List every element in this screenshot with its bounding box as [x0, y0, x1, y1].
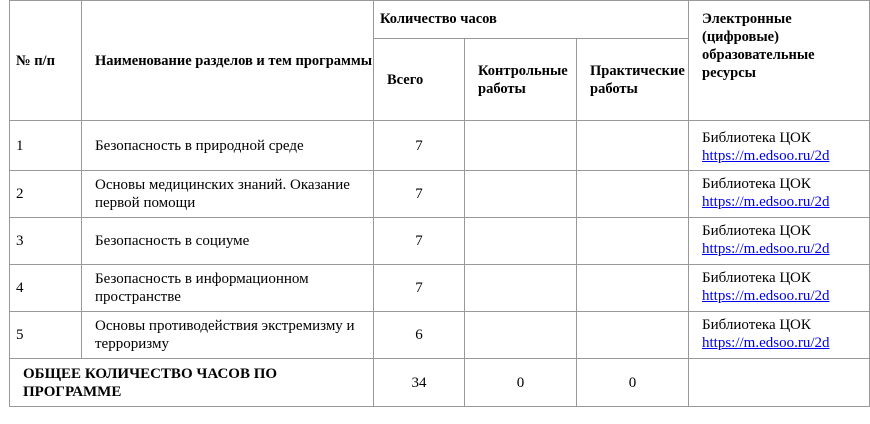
summary-row [10, 359, 870, 407]
row-total: 7 [374, 218, 465, 265]
resource-link[interactable]: https://m.edsoo.ru/2d [702, 288, 830, 304]
row-num: 1 [10, 121, 82, 171]
resource-title: Библиотека ЦОК [702, 223, 811, 239]
program-table [9, 0, 870, 407]
row-total: 7 [374, 121, 465, 171]
header-hours: Количество часов [374, 1, 689, 39]
resource-title: Библиотека ЦОК [702, 176, 811, 192]
header-num: № п/п [10, 1, 82, 121]
row-name: Безопасность в природной среде [82, 121, 374, 171]
row-practical [577, 121, 689, 171]
header-name: Наименование разделов и тем программы [82, 1, 374, 121]
row-resources [689, 218, 870, 265]
row-practical [577, 265, 689, 312]
row-name: Безопасность в социуме [82, 218, 374, 265]
row-resources [689, 121, 870, 171]
header-total: Всего [374, 39, 465, 121]
row-num: 3 [10, 218, 82, 265]
table-row [10, 218, 870, 265]
header-resources: Электронные (цифровые) образовательные ресурсы [689, 1, 870, 121]
row-num: 5 [10, 312, 82, 359]
row-control [465, 121, 577, 171]
resource-title: Библиотека ЦОК [702, 270, 811, 286]
summary-practical: 0 [577, 359, 689, 407]
row-control [465, 265, 577, 312]
resource-link[interactable]: https://m.edsoo.ru/2d [702, 241, 830, 257]
row-num: 4 [10, 265, 82, 312]
summary-total: 34 [374, 359, 465, 407]
resource-link[interactable]: https://m.edsoo.ru/2d [702, 148, 830, 164]
row-practical [577, 171, 689, 218]
row-resources [689, 265, 870, 312]
row-name: Основы медицинских знаний. Оказание первой помощи [82, 171, 374, 218]
row-name: Безопасность в информационном пространстве [82, 265, 374, 312]
header-practical: Практические работы [577, 39, 689, 121]
row-control [465, 171, 577, 218]
row-num: 2 [10, 171, 82, 218]
row-control [465, 312, 577, 359]
row-name: Основы противодействия экстремизму и терроризму [82, 312, 374, 359]
row-control [465, 218, 577, 265]
row-resources [689, 171, 870, 218]
table-row [10, 171, 870, 218]
header-row-top [10, 1, 870, 39]
row-total: 6 [374, 312, 465, 359]
table-row [10, 121, 870, 171]
row-practical [577, 218, 689, 265]
row-practical [577, 312, 689, 359]
row-total: 7 [374, 171, 465, 218]
resource-title: Библиотека ЦОК [702, 317, 811, 333]
summary-resources [689, 359, 870, 407]
resource-title: Библиотека ЦОК [702, 130, 811, 146]
table-row [10, 312, 870, 359]
row-resources [689, 312, 870, 359]
row-total: 7 [374, 265, 465, 312]
header-control: Контрольные работы [465, 39, 577, 121]
summary-control: 0 [465, 359, 577, 407]
table-row [10, 265, 870, 312]
resource-link[interactable]: https://m.edsoo.ru/2d [702, 194, 830, 210]
summary-label: ОБЩЕЕ КОЛИЧЕСТВО ЧАСОВ ПО ПРОГРАММЕ [10, 359, 374, 407]
resource-link[interactable]: https://m.edsoo.ru/2d [702, 335, 830, 351]
